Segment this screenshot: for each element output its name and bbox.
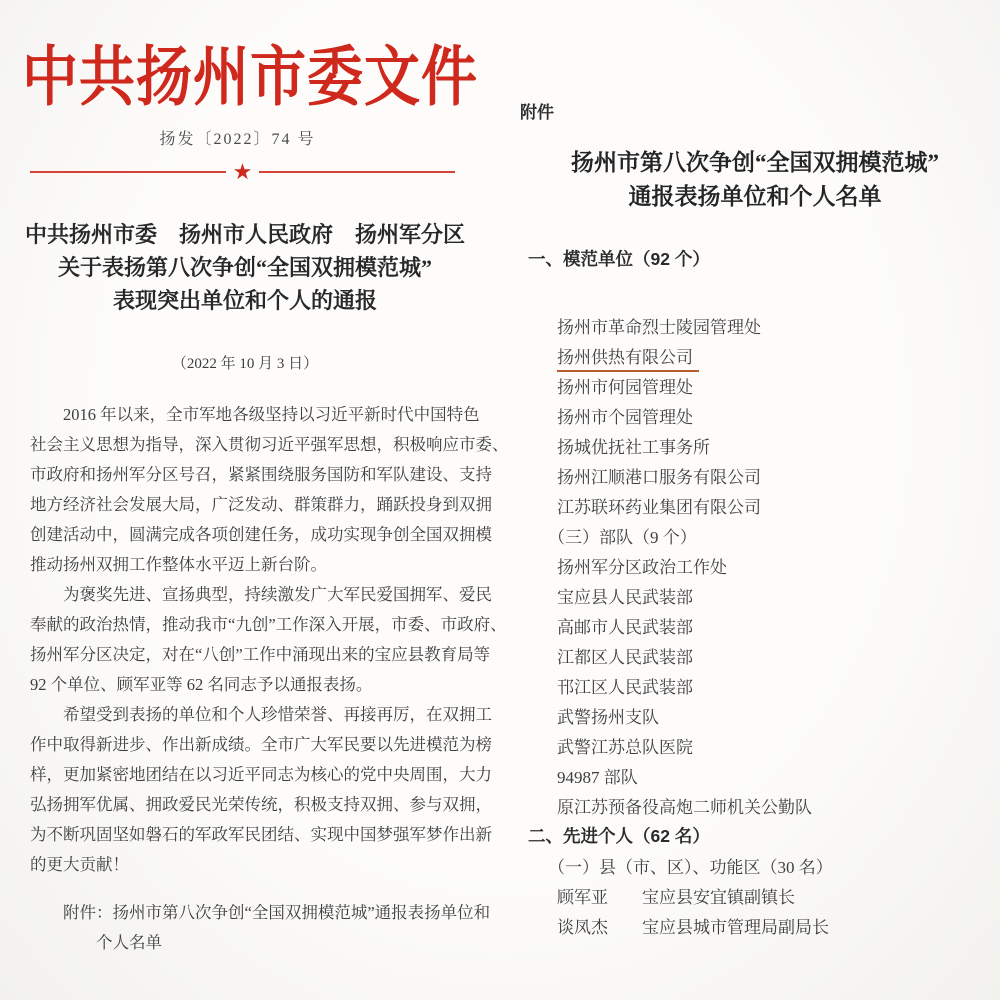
document-title-line: 中共扬州市委 扬州市人民政府 扬州军分区 bbox=[24, 222, 465, 247]
body-line: 推动扬州双拥工作整体水平迈上新台阶。 bbox=[30, 555, 327, 574]
list-entry-text: 江苏联环药业集团有限公司 bbox=[557, 498, 761, 517]
attachment-note-line: 个人名单 bbox=[96, 933, 162, 952]
star-icon: ★ bbox=[232, 159, 253, 184]
document-title bbox=[15, 218, 475, 317]
body-line: 为褒奖先进、宣扬典型，持续激发广大军民爱国拥军、爱民 bbox=[63, 585, 492, 604]
body-line: 市政府和扬州军分区号召，紧紧围绕服务国防和军队建设、支持 bbox=[30, 465, 492, 484]
section-header-model-units: 一、模范单位（92 个） bbox=[528, 249, 710, 269]
body-line: 92 个单位、顾军亚等 62 名同志予以通报表扬。 bbox=[30, 675, 373, 694]
list-entry bbox=[557, 643, 833, 673]
body-line: 2016 年以来，全市军地各级坚持以习近平新时代中国特色 bbox=[63, 405, 480, 424]
body-line: 为不断巩固坚如磐石的军政军民团结、实现中国梦强军梦作出新 bbox=[30, 825, 492, 844]
body-line: 扬州军分区决定，对在“八创”工作中涌现出来的宝应县教育局等 bbox=[30, 645, 491, 664]
list-entry-text: 94987 部队 bbox=[557, 768, 638, 787]
list-entry-text: 武警扬州支队 bbox=[557, 708, 659, 727]
divider-line-right bbox=[259, 171, 455, 173]
list-entry bbox=[557, 553, 833, 583]
page-right bbox=[500, 0, 1000, 1000]
list-entry-text: （三）部队（9 个） bbox=[548, 528, 697, 547]
list-entry bbox=[557, 883, 833, 913]
document-header-title: 中共扬州市委文件 bbox=[22, 39, 478, 113]
body-line: 弘扬拥军优属、拥政爱民光荣传统，积极支持双拥、参与双拥， bbox=[30, 795, 492, 814]
list-entry-text: 武警江苏总队医院 bbox=[557, 738, 693, 757]
body-paragraph-3 bbox=[30, 700, 492, 880]
attachment-note-line: 附件：扬州市第八次争创“全国双拥模范城”通报表扬单位和 bbox=[63, 903, 491, 922]
body-line: 社会主义思想为指导，深入贯彻习近平强军思想，积极响应市委、 bbox=[30, 435, 509, 454]
list-entry bbox=[557, 433, 833, 463]
body-line: 创建活动中，圆满完成各项创建任务，成功实现争创全国双拥模 bbox=[30, 525, 492, 544]
list-entry bbox=[528, 823, 833, 853]
list-entry bbox=[557, 613, 833, 643]
list-entry-text: 扬州供热有限公司 bbox=[557, 343, 699, 372]
list-entry-text: 扬州市革命烈士陵园管理处 bbox=[557, 318, 761, 337]
list-entry bbox=[557, 793, 833, 823]
list-entry bbox=[548, 853, 833, 883]
list-entry-text: 顾军亚 宝应县安宜镇副镇长 bbox=[557, 888, 795, 907]
attachment-title-line: 扬州市第八次争创“全国双拥模范城” bbox=[571, 150, 939, 175]
attachment-label: 附件 bbox=[520, 103, 554, 122]
list-entry bbox=[557, 703, 833, 733]
list-entry bbox=[557, 403, 833, 433]
list-entry-text: 谈凤杰 宝应县城市管理局副局长 bbox=[557, 918, 829, 937]
list-entry-text: 江都区人民武装部 bbox=[557, 648, 693, 667]
list-entry bbox=[548, 523, 833, 553]
list-entry bbox=[557, 313, 833, 343]
body-line: 的更大贡献！ bbox=[30, 855, 129, 874]
divider-line-left bbox=[30, 171, 226, 173]
list-entry-text: 原江苏预备役高炮二师机关公勤队 bbox=[557, 798, 812, 817]
list-entry bbox=[557, 583, 833, 613]
list-entry-text: 扬州江顺港口服务有限公司 bbox=[557, 468, 761, 487]
attachment-title-line: 通报表扬单位和个人名单 bbox=[628, 184, 882, 209]
list-entry bbox=[557, 373, 833, 403]
document-number: 扬发〔2022〕74 号 bbox=[159, 131, 316, 148]
header-divider bbox=[30, 159, 455, 184]
body-paragraph-2 bbox=[30, 580, 507, 700]
body-line: 作中取得新进步、作出新成绩。全市广大军民要以先进模范为榜 bbox=[30, 735, 492, 754]
body-paragraph-1 bbox=[30, 400, 509, 580]
list-entry-text: 扬城优抚社工事务所 bbox=[557, 438, 710, 457]
attachment-note bbox=[30, 898, 491, 958]
commendation-list bbox=[528, 313, 833, 943]
list-entry-text: 二、先进个人（62 名） bbox=[528, 826, 710, 846]
body-line: 地方经济社会发展大局，广泛发动、群策群力，踊跃投身到双拥 bbox=[30, 495, 492, 514]
attachment-title bbox=[520, 146, 990, 214]
list-entry bbox=[557, 733, 833, 763]
document-title-line: 关于表扬第八次争创“全国双拥模范城” bbox=[57, 255, 432, 280]
document-title-line: 表现突出单位和个人的通报 bbox=[112, 288, 377, 313]
list-entry-text: 扬州军分区政治工作处 bbox=[557, 558, 727, 577]
list-entry bbox=[557, 913, 833, 943]
list-entry-text: 扬州市个园管理处 bbox=[557, 408, 693, 427]
body-line: 奉献的政治热情，推动我市“九创”工作深入开展，市委、市政府、 bbox=[30, 615, 507, 634]
list-entry bbox=[557, 463, 833, 493]
list-entry bbox=[557, 763, 833, 793]
list-entry bbox=[557, 673, 833, 703]
list-entry-text: 高邮市人民武装部 bbox=[557, 618, 693, 637]
document-date: （2022 年 10 月 3 日） bbox=[171, 356, 319, 372]
body-line: 希望受到表扬的单位和个人珍惜荣誉、再接再厉，在双拥工 bbox=[63, 705, 492, 724]
list-entry bbox=[557, 493, 833, 523]
body-line: 样，更加紧密地团结在以习近平同志为核心的党中央周围，大力 bbox=[30, 765, 492, 784]
list-entry-text: 扬州市何园管理处 bbox=[557, 378, 693, 397]
list-entry bbox=[557, 343, 833, 373]
list-entry-text: 宝应县人民武装部 bbox=[557, 588, 693, 607]
list-entry-text: （一）县（市、区）、功能区（30 名） bbox=[548, 858, 833, 877]
document-body bbox=[30, 400, 509, 880]
list-entry-text: 邗江区人民武装部 bbox=[557, 678, 693, 697]
